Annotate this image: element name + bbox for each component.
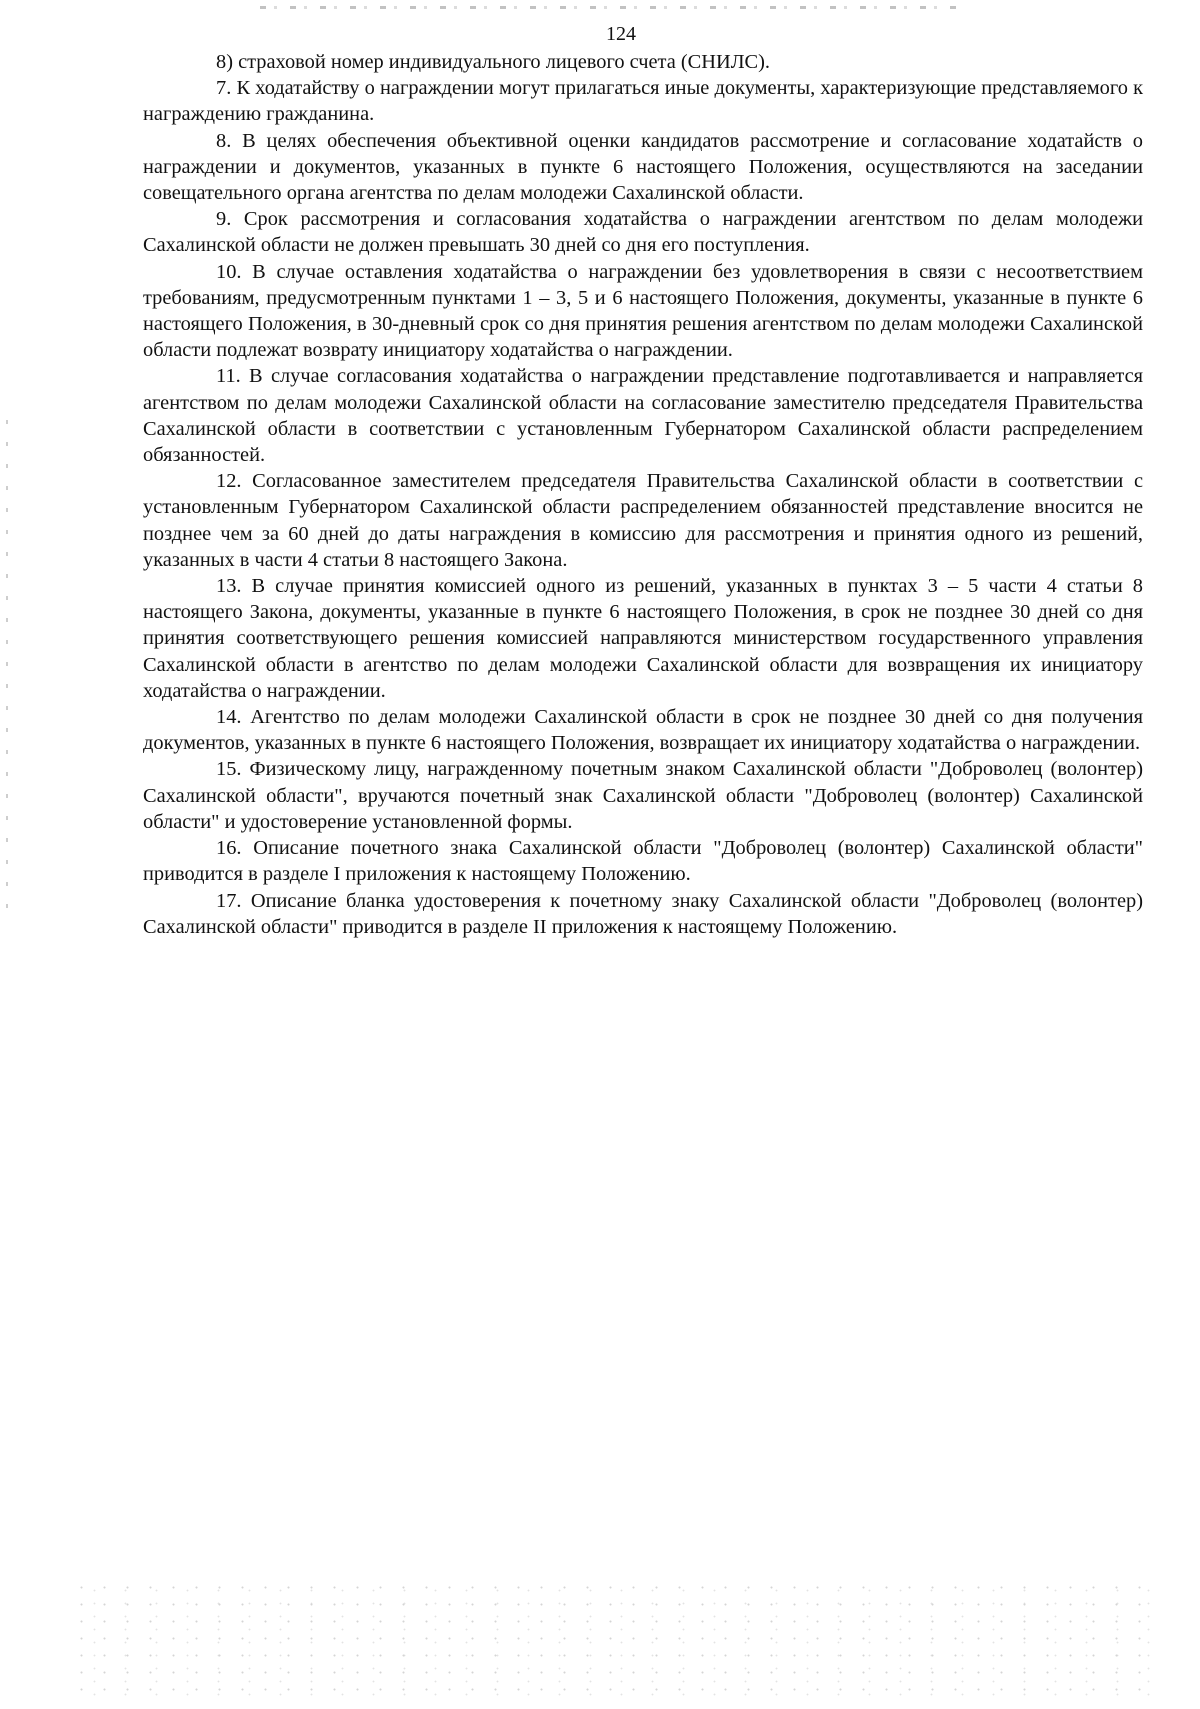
paragraph-8: 8. В целях обеспечения объективной оценки кандидатов рассмотрение и согласование ходатайств о награждении и документов, указанных в пункте 6 настоящего Положения, осуществляются на заседании совещательного органа агентства по делам молодежи Сахалинской области.: [143, 129, 1143, 205]
scan-left-edge-marks: [6, 420, 8, 920]
paragraph-8-snils: 8) страховой номер индивидуального лицевого счета (СНИЛС).: [216, 51, 771, 73]
paragraph-13: 13. В случае принятия комиссией одного из решений, указанных в пунктах 3 – 5 части 4 статьи 8 настоящего Закона, документы, указанные в пункте 6 настоящего Положения, в срок не позднее 30 дней со дня принятия соответствующего решения комиссией направляются министерством государственного управления Сахалинской области в агентство по делам молодежи Сахалинской области для возвращения их инициатору ходатайства о награждении.: [143, 575, 1143, 702]
paragraph-14: 14. Агентство по делам молодежи Сахалинской области в срок не позднее 30 дней со дня получения документов, указанных в пункте 6 настоящего Положения, возвращает их инициатору ходатайства о награждении.: [143, 706, 1143, 755]
paragraph-11: 11. В случае согласования ходатайства о награждении представление подготавливается и направляется агентством по делам молодежи Сахалинской области на согласование заместителю председателя Правительства Сахалинской области в соответствии с установленным Губернатором Сахалинской области распределением обязанностей.: [143, 365, 1143, 467]
scan-edge-noise: [260, 6, 960, 9]
paragraph-17: 17. Описание бланка удостоверения к почетному знаку Сахалинской области "Доброволец (волонтер) Сахалинской области" приводится в разделе II приложения к настоящему Положению.: [143, 889, 1143, 938]
paragraph-9: 9. Срок рассмотрения и согласования ходатайства о награждении агентством по делам молодежи Сахалинской области не должен превышать 30 дней со дня его поступления.: [143, 208, 1143, 257]
scan-noise-specks: [70, 1579, 1150, 1699]
paragraph-16: 16. Описание почетного знака Сахалинской области "Доброволец (волонтер) Сахалинской области" приводится в разделе I приложения к настоящему Положению.: [143, 837, 1143, 886]
paragraph-12: 12. Согласованное заместителем председателя Правительства Сахалинской области в соответствии с установленным Губернатором Сахалинской области распределением обязанностей представление вносится не позднее чем за 60 дней до даты награждения в комиссию для рассмотрения и принятия одного из решений, указанных в части 4 статьи 8 настоящего Закона.: [143, 470, 1143, 571]
paragraph-7: 7. К ходатайству о награждении могут прилагаться иные документы, характеризующие представляемого к награждению гражданина.: [143, 77, 1143, 126]
document-body: [143, 49, 1143, 940]
page-number: 124: [606, 23, 636, 45]
paragraph-10: 10. В случае оставления ходатайства о награждении без удовлетворения в связи с несоответствием требованиям, предусмотренным пунктами 1 – 3, 5 и 6 настоящего Положения, документы, указанные в пункте 6 настоящего Положения, в 30-дневный срок со дня принятия решения агентством по делам молодежи Сахалинской области подлежат возврату инициатору ходатайства о награждении.: [143, 260, 1143, 362]
paragraph-15: 15. Физическому лицу, награжденному почетным знаком Сахалинской области "Доброволец (волонтер) Сахалинской области", вручаются почетный знак Сахалинской области "Доброволец (волонтер) Сахалинской области" и удостоверение установленной формы.: [143, 758, 1143, 833]
